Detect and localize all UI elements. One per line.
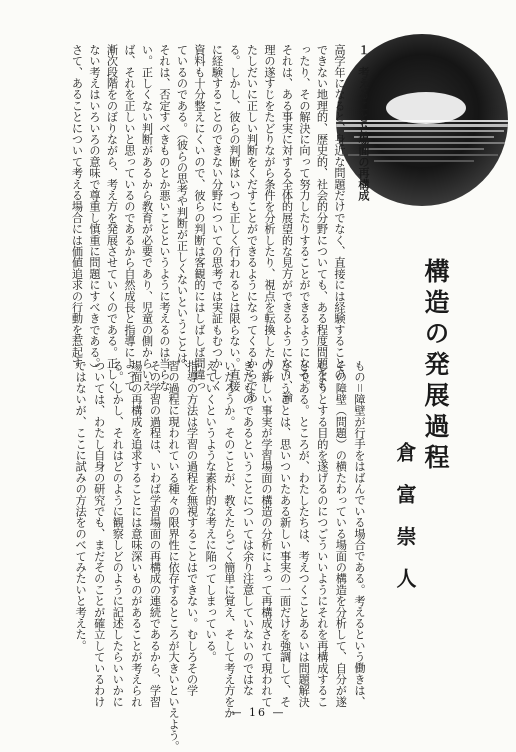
section-heading: １ 考えることと場面の再構成 [357, 44, 371, 201]
article-title: 構造の発展過程 [421, 258, 450, 475]
upper-body-text: 高学年になると、身近な問題だけでなく、直接には経験することの できない地理的、歴史的、社会的分野についても、ある程度問題をも ったり、その解決に向って努力したりすることができるようになる。 それは、ある事実に対する全体的展望的な見方ができるようになり、論 理の遂すじをたどりながら条件を分析したり、視点を転換したりし たしだいに正しい判断をくだすことができるようになってくるからであ る。しかし、彼らの判断はいつも正しく行われるとは限らない。直接 に経験することのできない分野についての思考では実証もむつかしく 資料も十分整えにくいので、彼らの判断は客観的にはしばしば間違っ ているのである。（彼らの思考や判断が正しくないということは、 それは、否定すべきものとか悪いことというように考えるのは当らな い。正しくない判断があるから教育が必要であり、児童の側からいえ ば、それを正しいと思っているのであるから自然成長と指導によって 漸次段階をのぼりながら、考え方を発展させていくのである。正しく ない考えはいろいろの意味で尊重し慎重に問題にすべきである。） さて、あることについて考える場合には価値追求の行動を惹起す [70, 44, 346, 403]
author-name: 倉富崇人 [393, 442, 417, 610]
lower-body-text: もの＝障壁が行手をはばんでいる場合である。考えるという働きは、 その障壁（問題）の横たわっている場面の構造を分析して、自分が遂 しようとする目的を遂げるのにつごういいようにそれを再構成するこ とである。ところが、わたしたちは、考えつくことあるいは問題解決 ということは、思いついたある新しい事実の一面だけを強調して、そ の新しい事実が学習場面の構造の分析によって再構成されて現われて きたものであるということについては余り注意していないのではな いだろうか。そのことが、教えたらごく簡単に覚え、そして考え方をか えていくというような素朴的な考えに陥ってしまっている。 指導の方法は学習の過程を無視することはできない。むしろその学 習の過程に現われている種々の限界性に依存するところが大きいといえよう。 その学習の過程は、いわば学習場面の再構成の連続であるから、学習 場面の再構成を追求することには意味深いものがあることが考えられ る。しかし、それはどのように観察しどのように記述したらいいかに ついては、わたし自身の研究でも、まだそのことが確立しているわけ ではないが、ここに試みの方法をのべてみたいと考えた。 [74, 360, 366, 752]
page-number: — 16 — [230, 706, 286, 719]
